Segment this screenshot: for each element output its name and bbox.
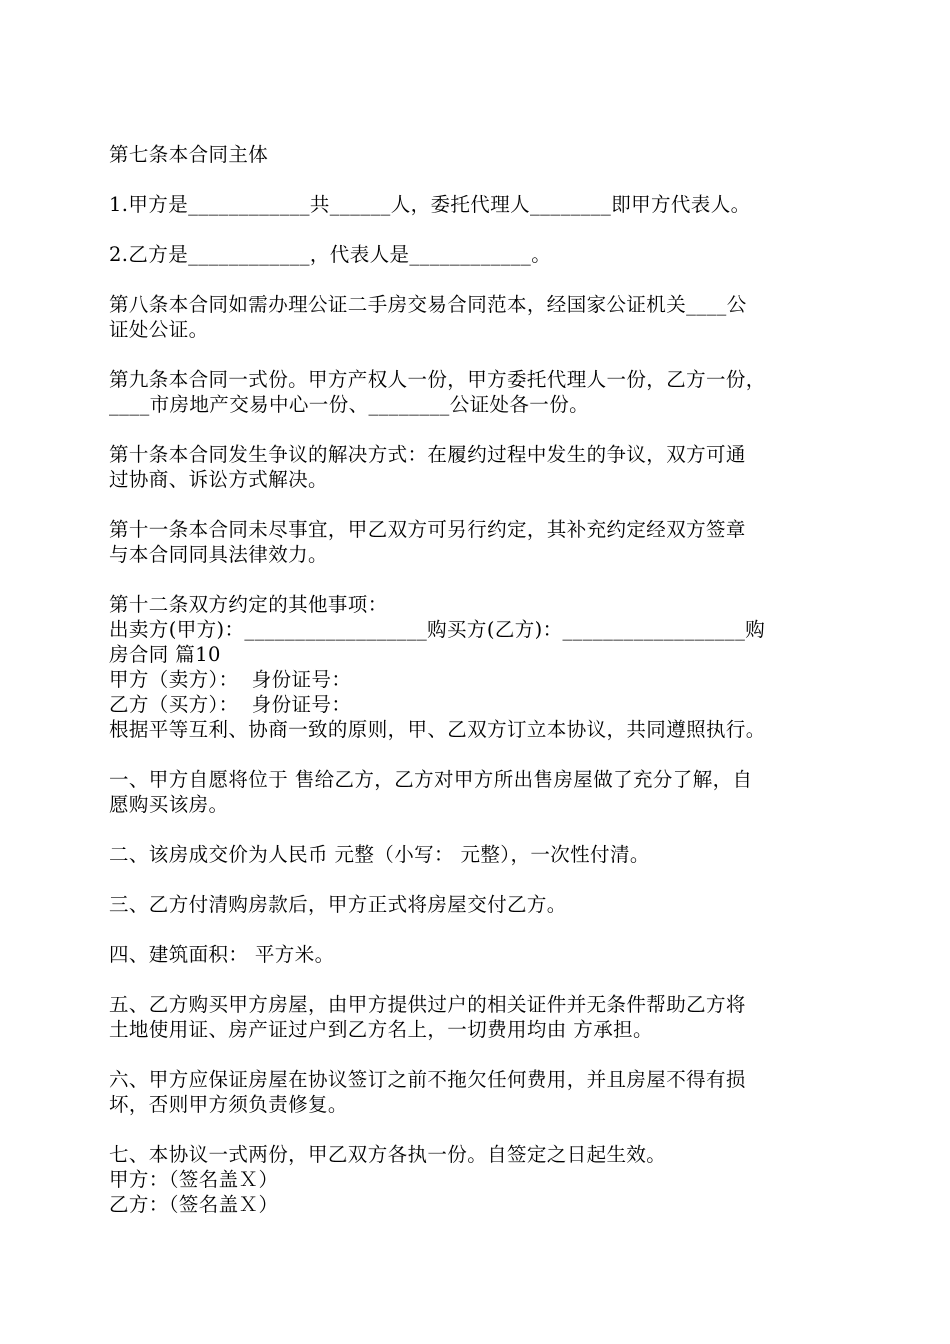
article-10-line-1: 第十条本合同发生争议的解决方式：在履约过程中发生的争议，双方可通	[109, 443, 746, 466]
blank-line	[109, 167, 849, 192]
party-a-clause: 1.甲方是____________共______人，委托代理人________即甲方代表人。	[109, 193, 751, 216]
article-8-line-1: 第八条本合同如需办理公证二手房交易合同范本，经国家公证机关____公	[109, 293, 747, 316]
clause-1-line-2: 愿购买该房。	[109, 793, 229, 816]
clause-4-area: 四、建筑面积： 平方米。	[109, 943, 335, 966]
article-8-line-2: 证处公证。	[109, 318, 209, 341]
party-a-signature: 甲方：（签名盖Ｘ）	[109, 1168, 279, 1191]
clause-6-line-2: 坏，否则甲方须负责修复。	[109, 1093, 348, 1116]
contract-10-title: 房合同 篇10	[109, 643, 221, 666]
blank-line	[109, 867, 849, 892]
blank-line	[109, 267, 849, 292]
blank-line	[109, 817, 849, 842]
party-b-buyer-id: 乙方（买方）： 身份证号：	[109, 693, 352, 716]
clause-7-copies: 七、本协议一式两份，甲乙双方各执一份。自签定之日起生效。	[109, 1143, 667, 1166]
clause-1-line-1: 一、甲方自愿将位于 售给乙方，乙方对甲方所出售房屋做了充分了解，自	[109, 768, 753, 791]
article-7-heading: 第七条本合同主体	[109, 143, 269, 166]
blank-line	[109, 342, 849, 367]
clause-3-delivery: 三、乙方付清购房款后，甲方正式将房屋交付乙方。	[109, 893, 567, 916]
blank-line	[109, 567, 849, 592]
party-b-signature: 乙方：（签名盖Ｘ）	[109, 1193, 279, 1216]
document-body	[109, 142, 849, 1217]
blank-line	[109, 417, 849, 442]
article-9-line-2: ____市房地产交易中心一份、________公证处各一份。	[109, 393, 590, 416]
article-11-line-1: 第十一条本合同未尽事宜，甲乙双方可另行约定，其补充约定经双方签章	[109, 518, 746, 541]
clause-5-line-2: 土地使用证、房产证过户到乙方名上，一切费用均由 方承担。	[109, 1018, 653, 1041]
clause-5-line-1: 五、乙方购买甲方房屋，由甲方提供过户的相关证件并无条件帮助乙方将	[109, 993, 746, 1016]
party-a-seller-id: 甲方（卖方）： 身份证号：	[109, 668, 352, 691]
blank-line	[109, 492, 849, 517]
clause-2-price: 二、该房成交价为人民币 元整（小写： 元整），一次性付清。	[109, 843, 650, 866]
blank-line	[109, 967, 849, 992]
agreement-preamble: 根据平等互利、协商一致的原则，甲、乙双方订立本协议，共同遵照执行。	[109, 718, 766, 741]
party-b-clause: 2.乙方是____________，代表人是____________。	[109, 243, 552, 266]
blank-line	[109, 217, 849, 242]
blank-line	[109, 1117, 849, 1142]
article-11-line-2: 与本合同同具法律效力。	[109, 543, 328, 566]
article-12-heading: 第十二条双方约定的其他事项：	[109, 593, 388, 616]
article-10-line-2: 过协商、诉讼方式解决。	[109, 468, 328, 491]
blank-line	[109, 742, 849, 767]
article-9-line-1: 第九条本合同一式份。甲方产权人一份，甲方委托代理人一份，乙方一份，	[109, 368, 766, 391]
seller-buyer-signature-line: 出卖方(甲方)：__________________购买方(乙方)：__________________购	[109, 618, 766, 641]
clause-6-line-1: 六、甲方应保证房屋在协议签订之前不拖欠任何费用，并且房屋不得有损	[109, 1068, 746, 1091]
blank-line	[109, 1042, 849, 1067]
blank-line	[109, 917, 849, 942]
